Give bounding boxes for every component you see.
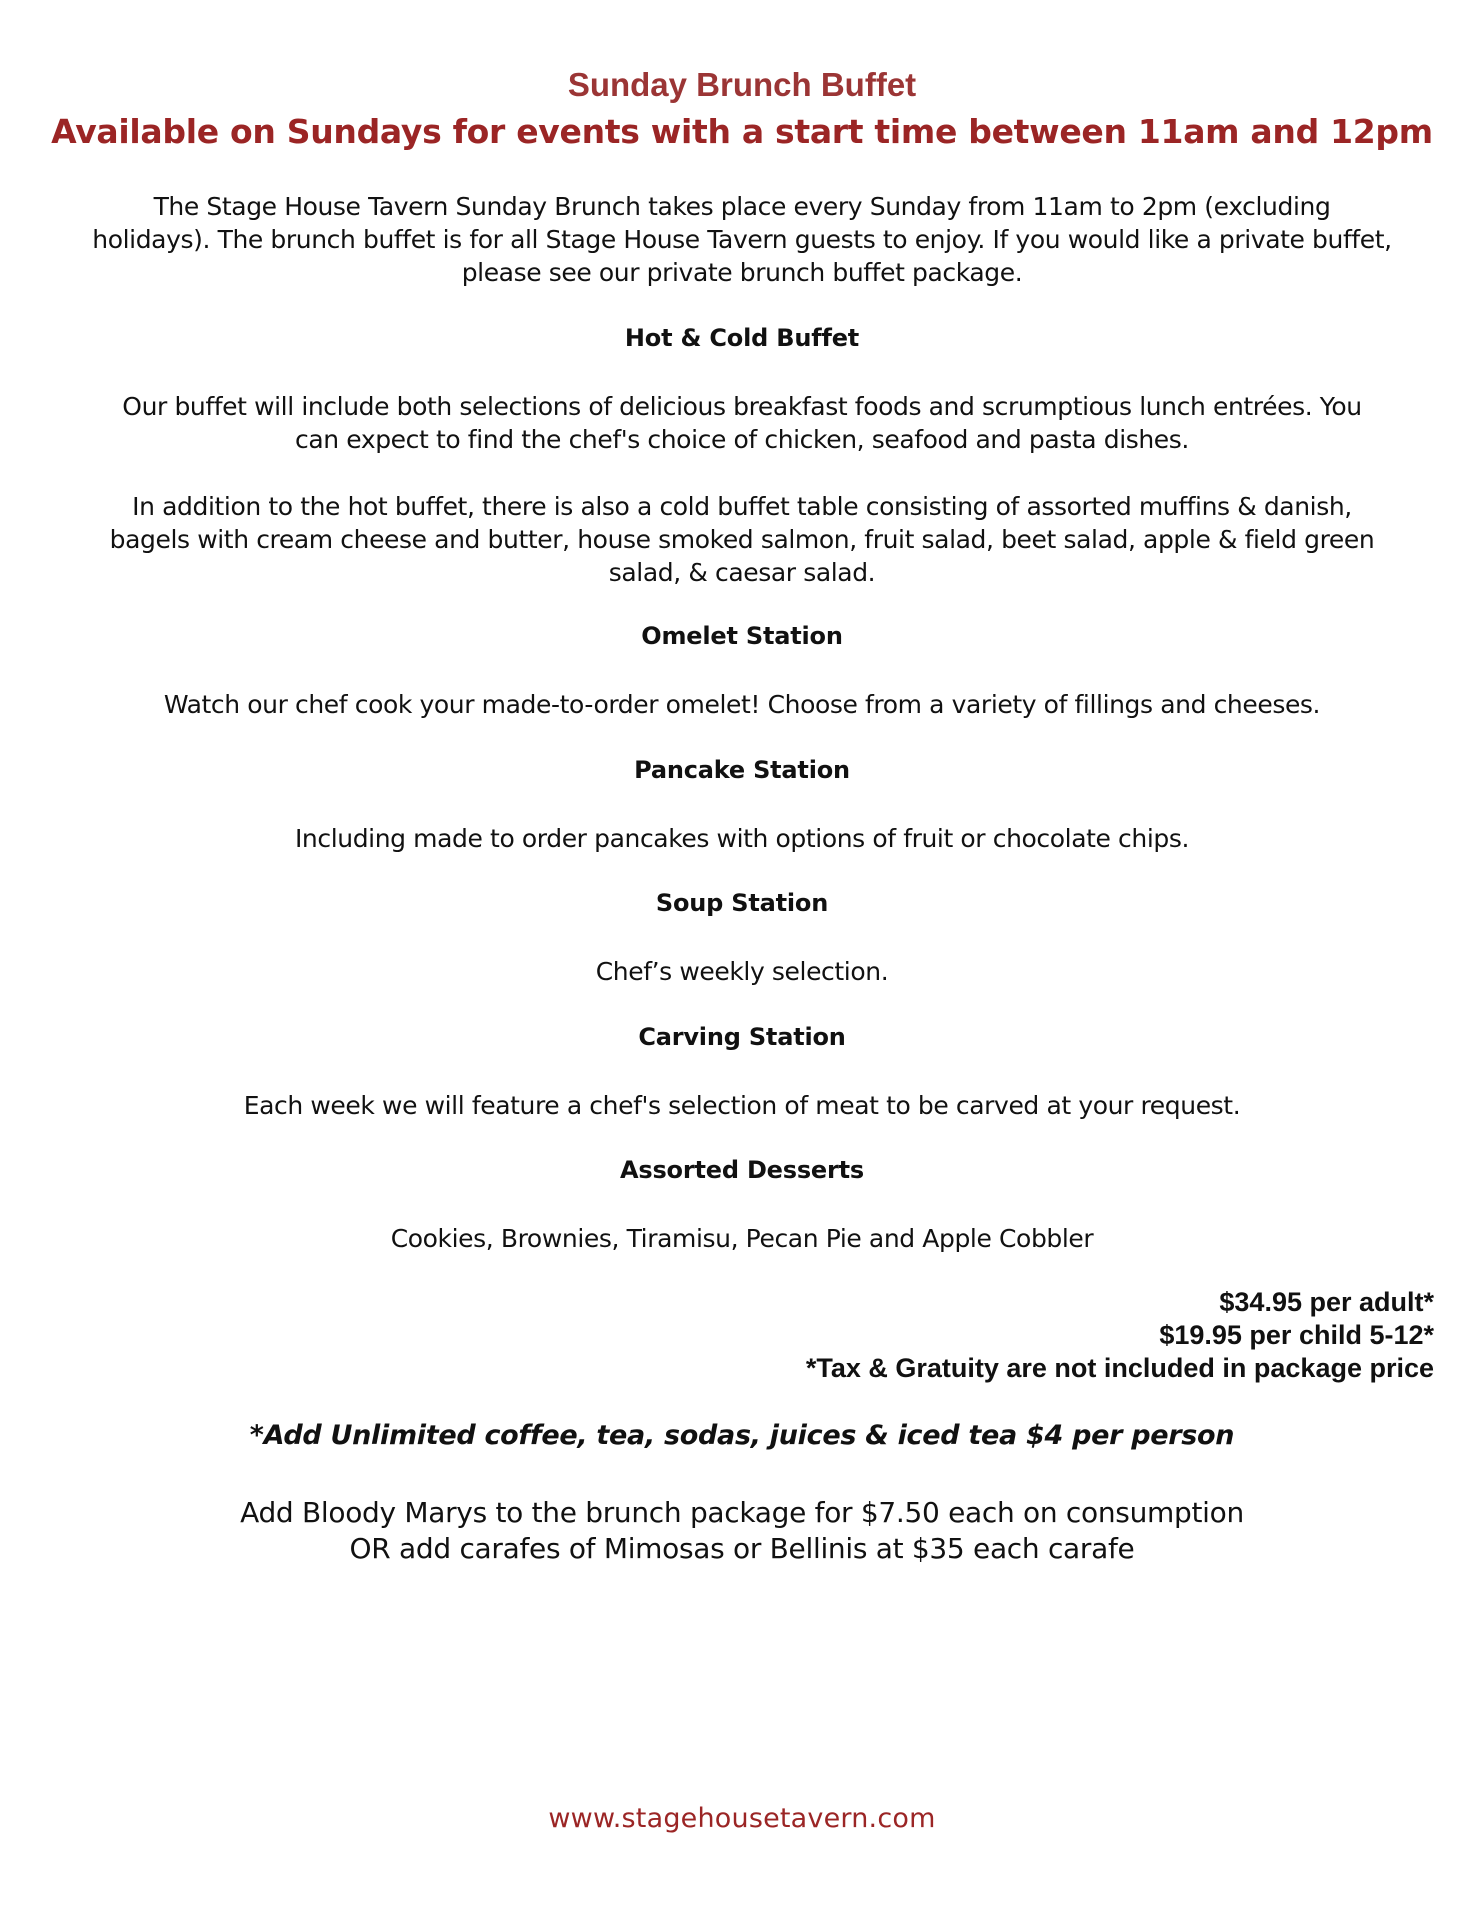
hot-buffet-paragraph xyxy=(50,390,1434,456)
price-note: *Tax & Gratuity are not included in package price xyxy=(805,1353,1434,1383)
pancake-text: Including made to order pancakes with options of fruit or chocolate chips. xyxy=(294,824,1190,853)
intro-line: holidays). The brunch buffet is for all Stage House Tavern guests to enjoy. If you would like a private buffet, xyxy=(92,225,1392,254)
intro-paragraph xyxy=(50,190,1434,289)
paragraph-line: can expect to find the chef's choice of chicken, seafood and pasta dishes. xyxy=(295,425,1189,454)
paragraph-line: bagels with cream cheese and butter, house smoked salmon, fruit salad, beet salad, apple & field green xyxy=(109,525,1375,554)
website-link[interactable]: www.stagehousetavern.com xyxy=(548,1803,936,1834)
price-child: $19.95 per child 5-12* xyxy=(1159,1320,1434,1350)
section-heading-hot-cold: Hot & Cold Buffet xyxy=(624,324,860,352)
page-title: Sunday Brunch Buffet xyxy=(567,66,917,103)
carving-text: Each week we will feature a chef's selection of meat to be carved at your request. xyxy=(243,1091,1241,1120)
carafe-offer: OR add carafes of Mimosas or Bellinis at $35 each carafe xyxy=(349,1532,1135,1565)
price-adult: $34.95 per adult* xyxy=(1219,1287,1434,1317)
omelet-text: Watch our chef cook your made-to-order omelet! Choose from a variety of fillings and cheeses. xyxy=(163,690,1321,719)
beverage-addon: *Add Unlimited coffee, tea, sodas, juices & iced tea $4 per person xyxy=(249,1420,1235,1451)
bloody-mary-offer: Add Bloody Marys to the brunch package for $7.50 each on consumption xyxy=(240,1496,1244,1529)
cold-buffet-paragraph xyxy=(50,490,1434,589)
intro-line: please see our private brunch buffet package. xyxy=(461,258,1023,287)
section-heading-desserts: Assorted Desserts xyxy=(620,1156,864,1184)
intro-line: The Stage House Tavern Sunday Brunch takes place every Sunday from 11am to 2pm (excluding xyxy=(153,192,1331,221)
paragraph-line: salad, & caesar salad. xyxy=(608,558,876,587)
section-heading-pancake: Pancake Station xyxy=(634,756,850,784)
paragraph-line: Our buffet will include both selections of delicious breakfast foods and scrumptious lunch entrées. You xyxy=(122,392,1362,421)
section-heading-omelet: Omelet Station xyxy=(641,622,843,650)
section-heading-carving: Carving Station xyxy=(638,1023,846,1051)
section-heading-soup: Soup Station xyxy=(655,889,829,917)
paragraph-line: In addition to the hot buffet, there is also a cold buffet table consisting of assorted muffins & danish, xyxy=(132,492,1352,521)
page-subtitle: Available on Sundays for events with a start time between 11am and 12pm xyxy=(51,112,1433,151)
desserts-text: Cookies, Brownies, Tiramisu, Pecan Pie and Apple Cobbler xyxy=(390,1224,1094,1253)
soup-text: Chef’s weekly selection. xyxy=(595,957,889,986)
